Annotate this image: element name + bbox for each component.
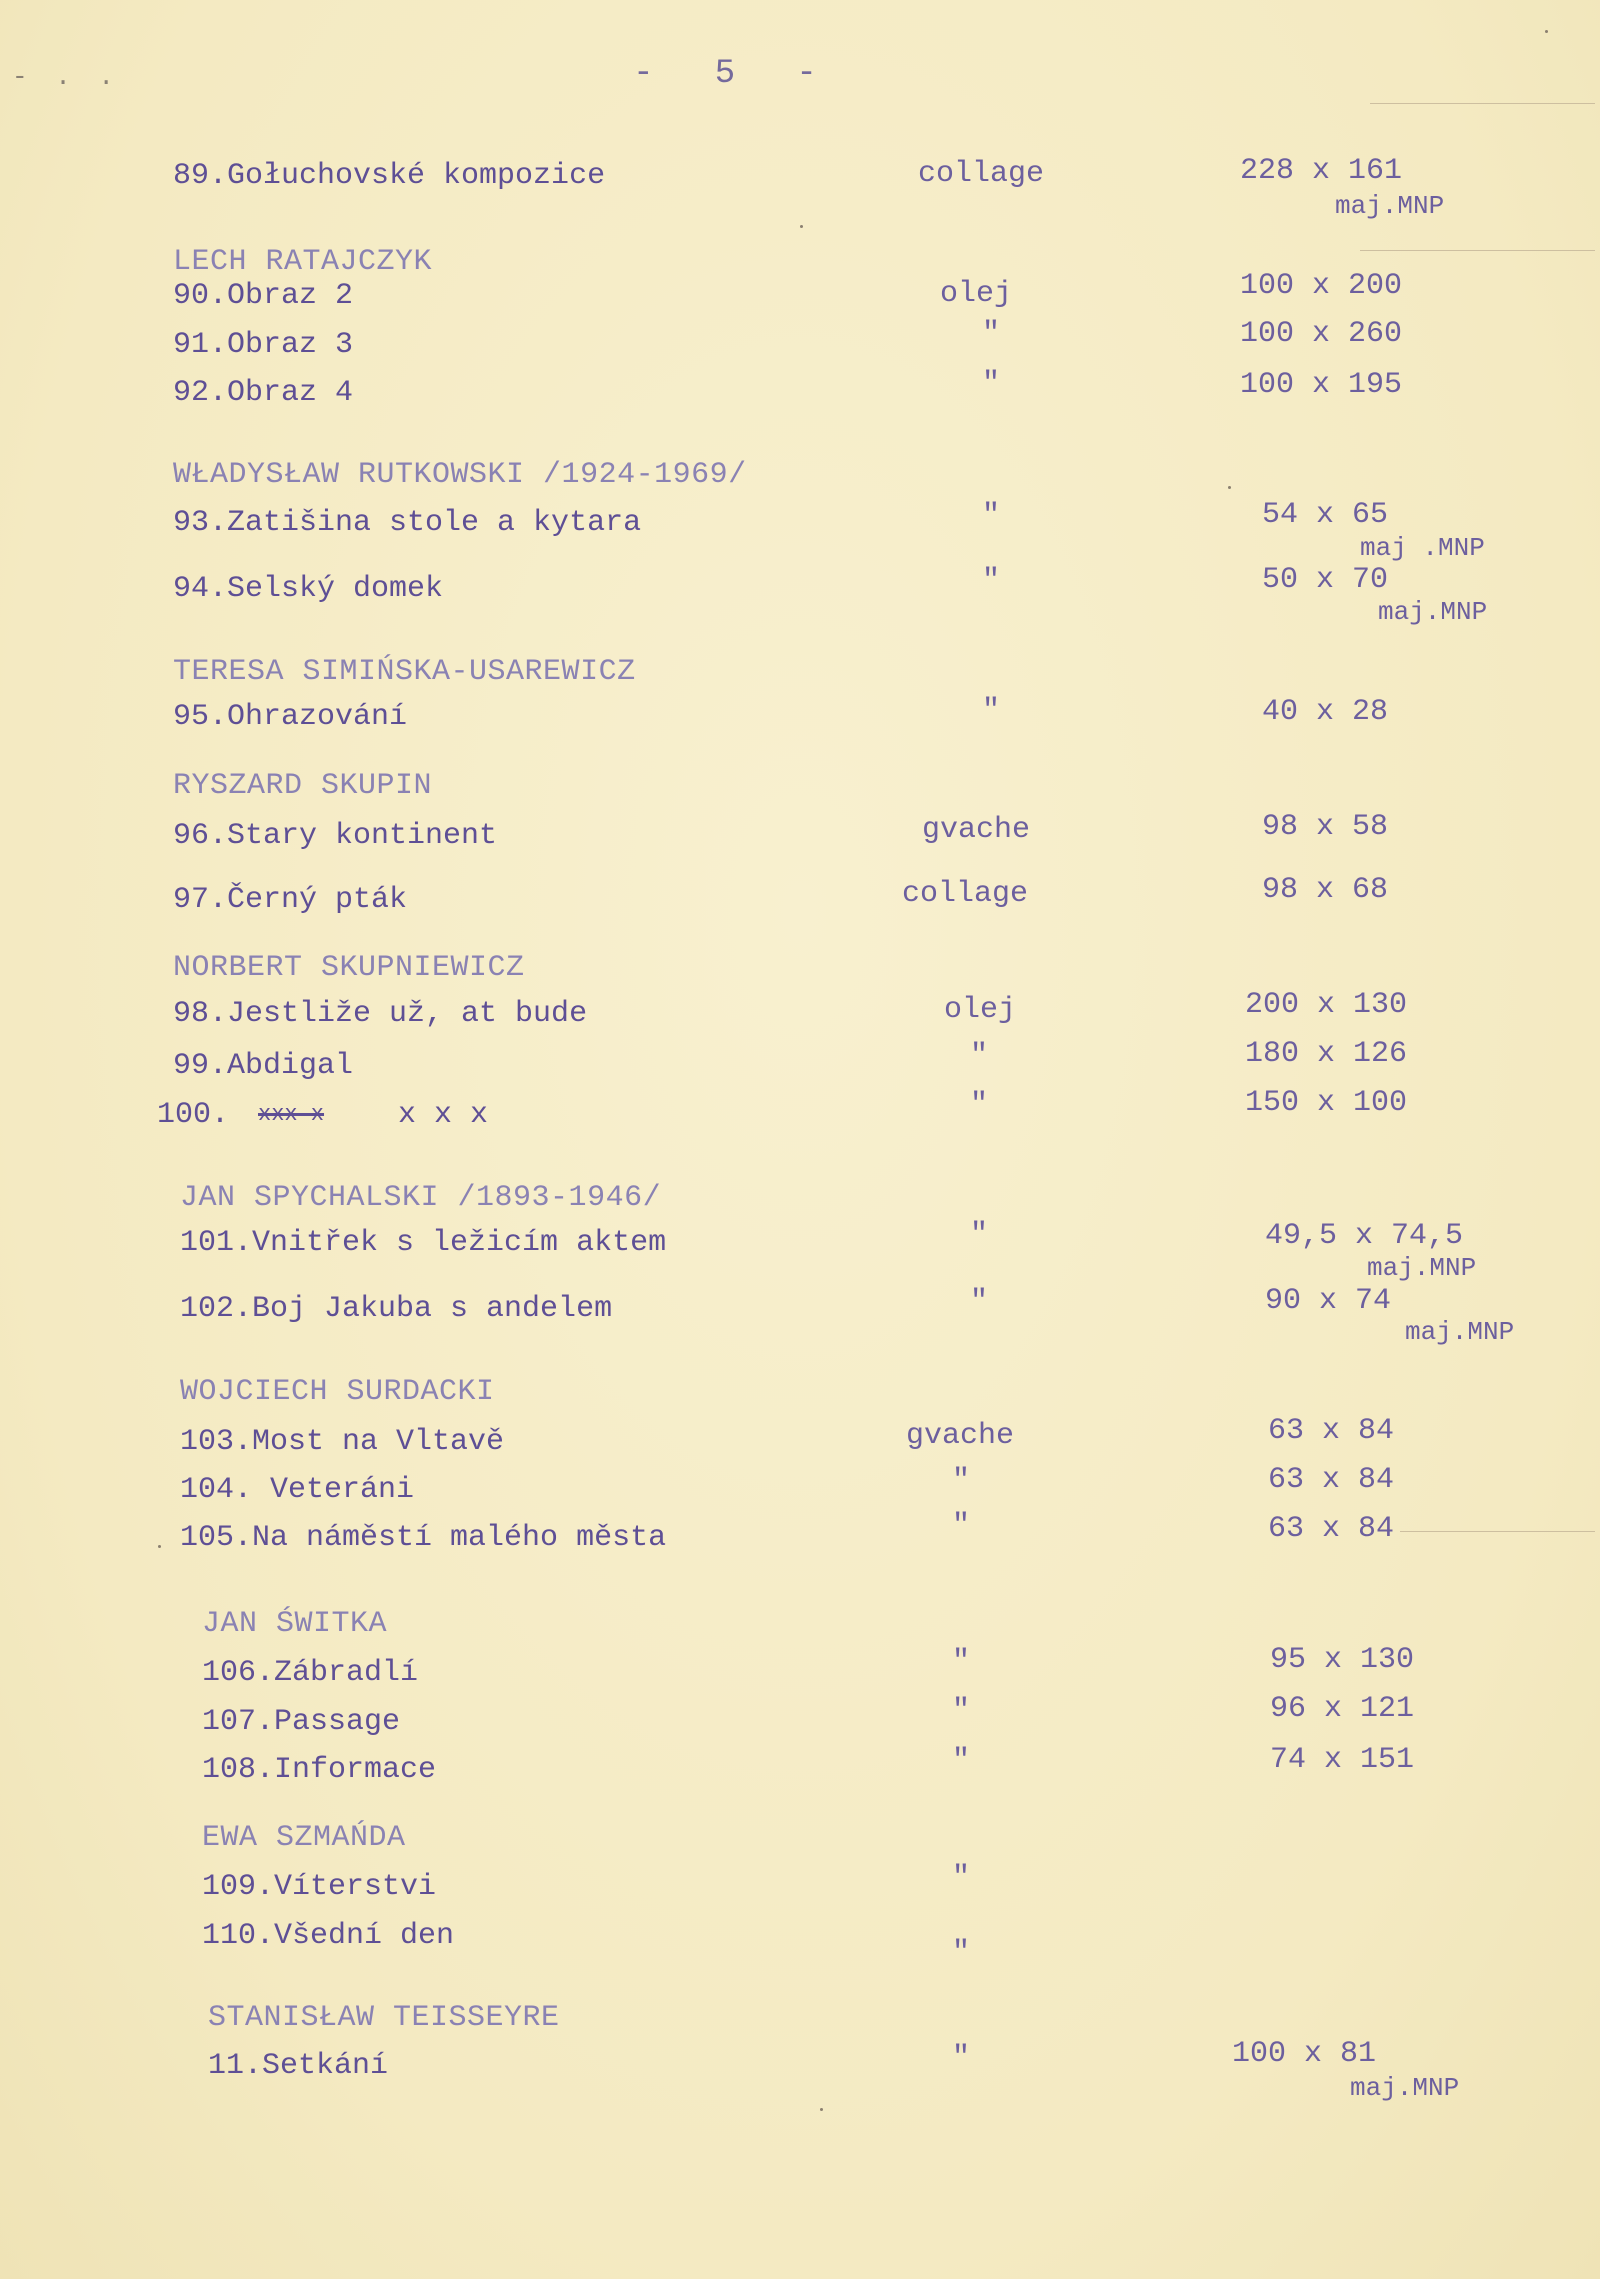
entry-111-owner: maj.MNP: [1350, 2073, 1460, 2103]
artist-heading: WOJCIECH SURDACKI: [180, 1375, 495, 1409]
entry-100-title: x x x: [398, 1098, 489, 1132]
entry-102-title: 102.Boj Jakuba s andelem: [180, 1292, 613, 1326]
entry-103-title: 103.Most na Vltavě: [180, 1425, 505, 1459]
entry-107-title: 107.Passage: [202, 1705, 401, 1739]
entry-110-title: 110.Všední den: [202, 1919, 455, 1953]
edge-rule-lower: [1400, 1531, 1595, 1532]
corner-marks: - . .: [12, 62, 121, 92]
entry-91-title: 91.Obraz 3: [173, 328, 354, 362]
entry-94-owner: maj.MNP: [1378, 597, 1488, 627]
entry-92-title: 92.Obraz 4: [173, 376, 354, 410]
entry-105-title: 105.Na náměstí malého města: [180, 1521, 667, 1555]
entry-96-technique: gvache: [922, 813, 1031, 847]
entry-100-number: 100.: [157, 1098, 230, 1132]
entry-100-dimensions: 150 x 100: [1245, 1086, 1408, 1120]
artist-heading: JAN SPYCHALSKI /1893-1946/: [180, 1181, 662, 1215]
paper-speck: [1228, 486, 1231, 489]
entry-95-technique-ditto: ": [982, 694, 1001, 728]
entry-106-dimensions: 95 x 130: [1270, 1643, 1415, 1677]
artist-heading: RYSZARD SKUPIN: [173, 769, 433, 803]
entry-93-owner: maj .MNP: [1360, 533, 1485, 563]
entry-90-title: 90.Obraz 2: [173, 279, 354, 313]
entry-102-owner: maj.MNP: [1405, 1317, 1515, 1347]
entry-107-technique-ditto: ": [952, 1694, 971, 1728]
artist-heading: STANISŁAW TEISSEYRE: [208, 2001, 560, 2035]
page-number: - 5 -: [633, 55, 817, 93]
entry-104-technique-ditto: ": [952, 1464, 971, 1498]
entry-103-dimensions: 63 x 84: [1268, 1414, 1395, 1448]
entry-98-dimensions: 200 x 130: [1245, 988, 1408, 1022]
entry-100-technique-ditto: ": [970, 1088, 989, 1122]
entry-101-technique-ditto: ": [970, 1218, 989, 1252]
entry-104-title: 104. Veteráni: [180, 1473, 415, 1507]
artist-heading: TERESA SIMIŃSKA-USAREWICZ: [173, 655, 636, 689]
entry-91-dimensions: 100 x 260: [1240, 317, 1403, 351]
entry-98-title: 98.Jestliže už, at bude: [173, 997, 588, 1031]
entry-97-technique: collage: [902, 877, 1029, 911]
entry-105-technique-ditto: ": [952, 1509, 971, 1543]
entry-101-dimensions: 49,5 x 74,5: [1265, 1219, 1464, 1253]
entry-95-title: 95.Ohrazování: [173, 700, 408, 734]
entry-109-technique-ditto: ": [952, 1861, 971, 1895]
entry-111-technique-ditto: ": [952, 2041, 971, 2075]
artist-heading: EWA SZMAŃDA: [202, 1821, 406, 1855]
entry-98-technique: olej: [944, 993, 1017, 1027]
entry-110-technique-ditto: ": [952, 1936, 971, 1970]
entry-92-technique-ditto: ": [982, 367, 1001, 401]
entry-106-title: 106.Zábradlí: [202, 1656, 419, 1690]
entry-104-dimensions: 63 x 84: [1268, 1463, 1395, 1497]
artist-heading: LECH RATAJCZYK: [173, 245, 433, 279]
entry-101-title: 101.Vnitřek s ležicím aktem: [180, 1226, 667, 1260]
paper-speck: [158, 1545, 161, 1548]
entry-90-technique: olej: [940, 277, 1013, 311]
entry-102-dimensions: 90 x 74: [1265, 1284, 1392, 1318]
entry-93-title: 93.Zatišina stole a kytara: [173, 506, 642, 540]
entry-90-dimensions: 100 x 200: [1240, 269, 1403, 303]
artist-heading: WŁADYSŁAW RUTKOWSKI /1924-1969/: [173, 458, 747, 492]
entry-93-dimensions: 54 x 65: [1262, 498, 1389, 532]
paper-speck: [1545, 30, 1548, 33]
entry-99-dimensions: 180 x 126: [1245, 1037, 1408, 1071]
entry-95-dimensions: 40 x 28: [1262, 695, 1389, 729]
entry-92-dimensions: 100 x 195: [1240, 368, 1403, 402]
entry-89-title: 89.Gołuchovské kompozice: [173, 159, 606, 193]
entry-94-dimensions: 50 x 70: [1262, 563, 1389, 597]
entry-105-dimensions: 63 x 84: [1268, 1512, 1395, 1546]
entry-94-technique-ditto: ": [982, 564, 1001, 598]
entry-99-title: 99.Abdigal: [173, 1049, 354, 1083]
entry-103-technique: gvache: [906, 1419, 1015, 1453]
entry-109-title: 109.Víterstvi: [202, 1870, 437, 1904]
entry-93-technique-ditto: ": [982, 499, 1001, 533]
entry-96-dimensions: 98 x 58: [1262, 810, 1389, 844]
entry-97-dimensions: 98 x 68: [1262, 873, 1389, 907]
paper-speck: [820, 2108, 823, 2111]
entry-91-technique-ditto: ": [982, 317, 1001, 351]
entry-96-title: 96.Stary kontinent: [173, 819, 498, 853]
entry-107-dimensions: 96 x 121: [1270, 1692, 1415, 1726]
entry-106-technique-ditto: ": [952, 1645, 971, 1679]
entry-111-dimensions: 100 x 81: [1232, 2037, 1377, 2071]
entry-99-technique-ditto: ": [970, 1039, 989, 1073]
entry-108-dimensions: 74 x 151: [1270, 1743, 1415, 1777]
entry-100-struck-title: xxx-x: [258, 1102, 325, 1127]
entry-111-title: 11.Setkání: [208, 2049, 389, 2083]
entry-108-title: 108.Informace: [202, 1753, 437, 1787]
entry-89-technique: collage: [918, 157, 1045, 191]
paper-speck: [800, 225, 803, 228]
artist-heading: JAN ŚWITKA: [202, 1607, 388, 1641]
edge-rule-top: [1370, 103, 1595, 104]
entry-89-dimensions: 228 x 161: [1240, 154, 1403, 188]
entry-89-owner: maj.MNP: [1335, 191, 1445, 221]
artist-heading: NORBERT SKUPNIEWICZ: [173, 951, 525, 985]
edge-rule-upper: [1360, 250, 1595, 251]
entry-108-technique-ditto: ": [952, 1744, 971, 1778]
entry-102-technique-ditto: ": [970, 1285, 989, 1319]
entry-97-title: 97.Černý pták: [173, 883, 408, 917]
entry-101-owner: maj.MNP: [1367, 1253, 1477, 1283]
entry-94-title: 94.Selský domek: [173, 572, 444, 606]
